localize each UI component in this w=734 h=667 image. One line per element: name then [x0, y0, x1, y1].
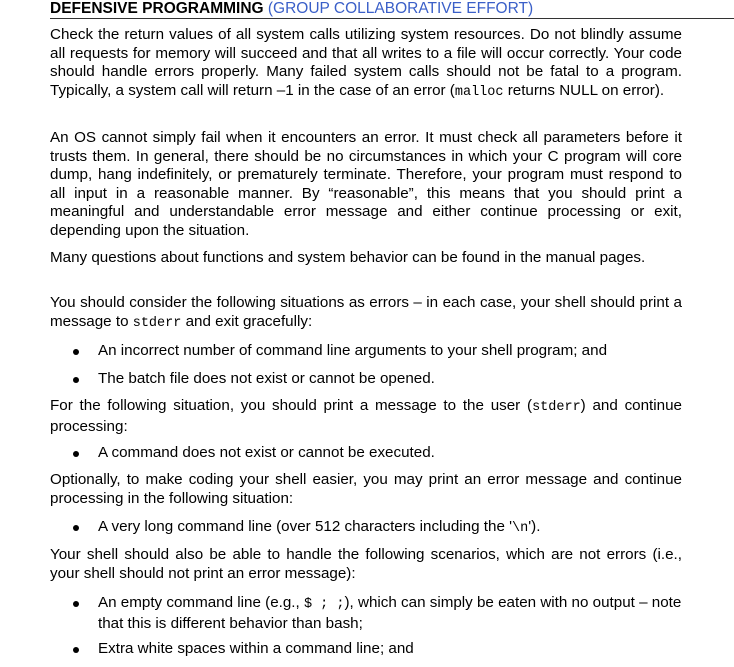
section-subtitle: (GROUP COLLABORATIVE EFFORT): [267, 0, 534, 17]
paragraph-text: You should consider the following situations as errors – in each case, your shell should print a message to: [50, 294, 682, 330]
list-item-text: A very long command line (over 512 characters including the '\n').: [98, 518, 541, 536]
paragraph-not-errors: [50, 546, 682, 583]
section-title: DEFENSIVE PROGRAMMING: [50, 0, 264, 17]
paragraph-text: An OS cannot simply fail when it encounters an error. It must check all parameters before it trusts them. In general, there should be no circumstances in which your C program will core dump, hang indefinitely, or prematurely terminate. Therefore, your program must respond to all input in a reasonable manner. By “reasonable”, this means that you should print a meaningful and understandable error message and either continue processing or exit, depending upon the situation.: [50, 129, 682, 239]
bullet-icon: [73, 525, 79, 531]
inline-code: $ ; ;: [303, 597, 345, 612]
paragraph-return-values: [50, 26, 682, 102]
bullet-icon: [73, 349, 79, 355]
inline-code: stderr: [132, 315, 182, 331]
list-item-text: The batch file does not exist or cannot be opened.: [98, 370, 435, 387]
bullet-icon: [73, 451, 79, 457]
bullet-icon: [73, 647, 79, 653]
list-item-text: A command does not exist or cannot be executed.: [98, 444, 435, 461]
list-item-text: An incorrect number of command line arguments to your shell program; and: [98, 342, 608, 359]
section-heading: [50, 0, 734, 19]
paragraph-errors: [50, 294, 682, 333]
paragraph-text: For the following situation, you should print a message to the user (: [50, 397, 533, 414]
paragraph-optional: [50, 471, 682, 508]
list-item-text: Extra white spaces within a command line; and: [98, 640, 414, 657]
paragraph-text: Check the return values of all system calls utilizing system resources. Do not blindly assume all requests for memory will succeed and that all writes to a file will occur correctly. Your code should handle errors properly. Many failed system calls should not be fatal to a program. Typically, a system call will return –1 in the case of an error (: [50, 26, 682, 99]
paragraph-manual-pages: [50, 249, 682, 268]
paragraph-continue: [50, 397, 682, 436]
paragraph-text: Many questions about functions and system behavior can be found in the manual pages.: [50, 249, 646, 266]
bullet-icon: [73, 601, 79, 607]
inline-code: stderr: [532, 400, 581, 415]
inline-code: \n: [512, 521, 529, 536]
paragraph-text: ) and continue processing:: [50, 397, 682, 435]
paragraph-text: Your shell should also be able to handle the following scenarios, which are not errors (i.e., your shell should not print an error message):: [50, 546, 682, 582]
bullet-icon: [73, 377, 79, 383]
paragraph-text: and exit gracefully:: [181, 312, 313, 330]
inline-code: malloc: [454, 84, 504, 100]
paragraph-text: returns NULL on error).: [503, 81, 665, 99]
paragraph-os-fail: [50, 129, 682, 241]
paragraph-text: Optionally, to make coding your shell easier, you may print an error message and continue processing in the following situation:: [50, 471, 682, 507]
list-item-text: An empty command line (e.g., $ ; ;), which can simply be eaten with no output – note that this is different behavior than bash;: [98, 594, 682, 632]
